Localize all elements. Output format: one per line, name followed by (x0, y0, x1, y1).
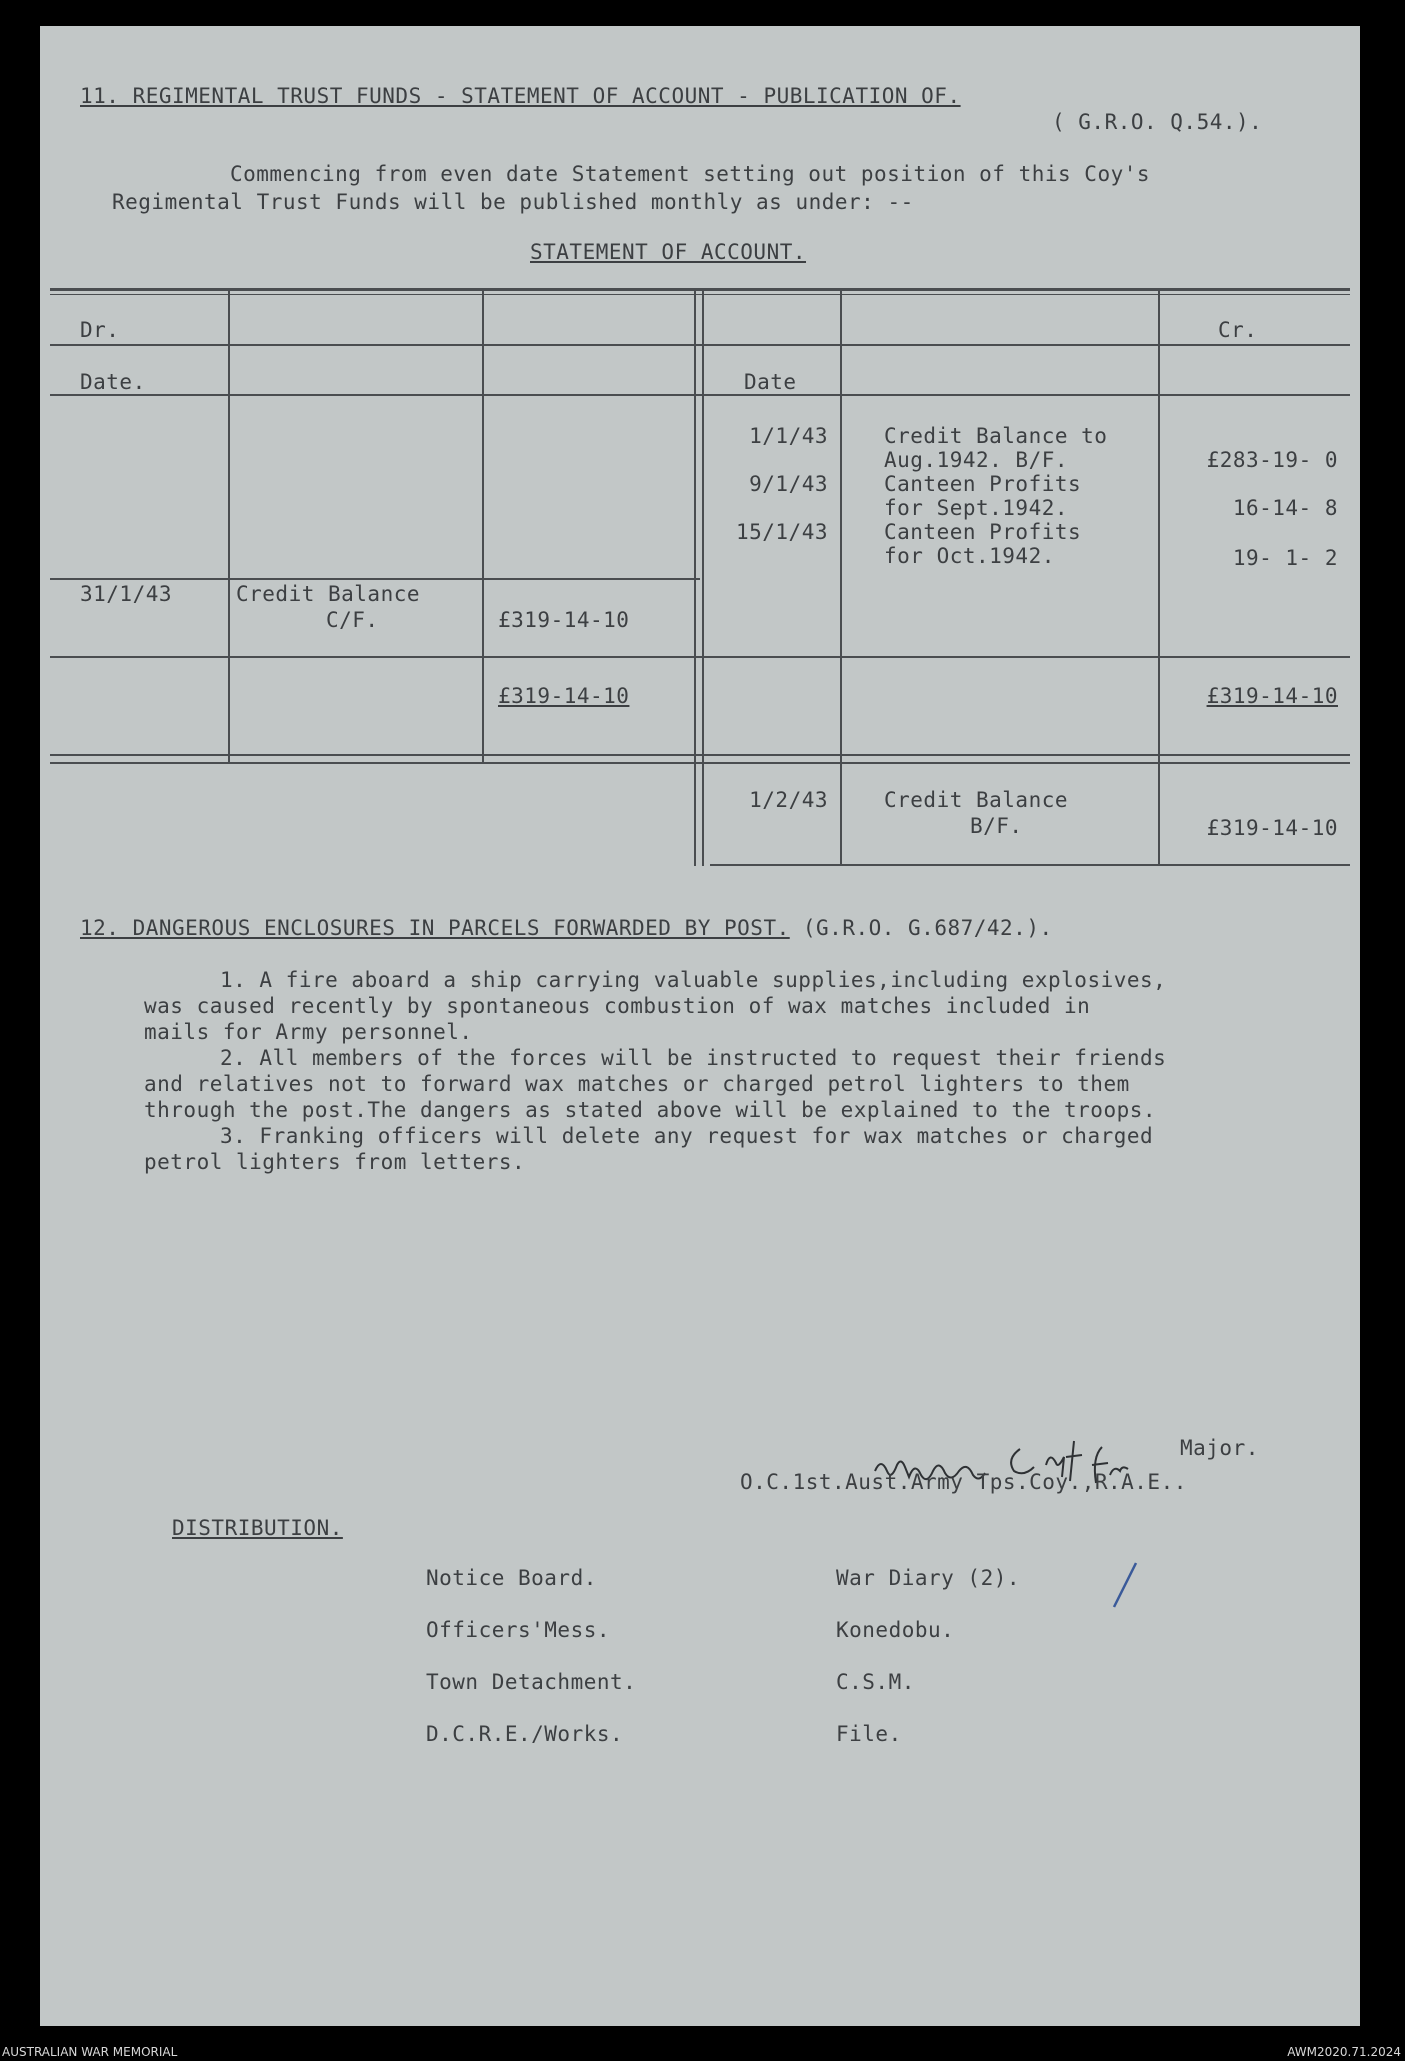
footer-left-text: AUSTRALIAN WAR MEMORIAL (2, 2045, 178, 2059)
distribution-right-4: File. (836, 1722, 902, 1746)
credit-row-3-amount: 19- 1- 2 (1232, 546, 1338, 570)
section-11-number (80, 84, 961, 108)
section-12-line-1: 1. A fire aboard a ship carrying valuable supplies,including explosives, (220, 968, 1167, 992)
distribution-right-3: C.S.M. (836, 1670, 915, 1694)
distribution-right-1: War Diary (2). (836, 1566, 1021, 1590)
bf-row-desc-1: Credit Balance (884, 788, 1069, 812)
credit-row-2-desc-2: for Sept.1942. (884, 496, 1069, 520)
distribution-left-2: Officers'Mess. (426, 1618, 611, 1642)
cr-label: Cr. (1218, 318, 1258, 342)
signature-title: O.C.1st.Aust.Army Tps.Coy.,R.A.E.. (740, 1470, 1187, 1494)
debit-row-date: 31/1/43 (80, 582, 173, 606)
col-line-2 (482, 288, 484, 762)
section-12-line-8: petrol lighters from letters. (144, 1150, 526, 1174)
distribution-heading: DISTRIBUTION. (172, 1516, 343, 1540)
section-12-line-4: 2. All members of the forces will be instructed to request their friends (220, 1046, 1167, 1070)
table-bottom-rule (710, 864, 1350, 866)
section-11-para-line-2: Regimental Trust Funds will be published monthly as under: -- (112, 190, 914, 214)
distribution-right-2: Konedobu. (836, 1618, 955, 1642)
col-line-1 (228, 288, 230, 762)
credit-row-1-desc-1: Credit Balance to (884, 424, 1108, 448)
section-12-heading: 12. DANGEROUS ENCLOSURES IN PARCELS FORWARDED BY POST. (80, 916, 790, 940)
table-total-rule-1 (50, 754, 1350, 756)
distribution-left-3: Town Detachment. (426, 1670, 637, 1694)
document-page (40, 26, 1360, 2026)
section-12-heading-line (80, 916, 1053, 940)
credit-row-2-desc-1: Canteen Profits (884, 472, 1082, 496)
section-12-line-7: 3. Franking officers will delete any request for wax matches or charged (220, 1124, 1154, 1148)
date-label-left: Date. (80, 370, 146, 394)
section-12-ref: (G.R.O. G.687/42.). (802, 916, 1053, 940)
table-title: STATEMENT OF ACCOUNT. (530, 240, 807, 264)
table-top-rule (50, 288, 1350, 291)
signature-rank: Major. (1180, 1436, 1259, 1460)
bf-row-amount: £319-14-10 (1206, 816, 1338, 840)
section-11-para-line-1: Commencing from even date Statement setting out position of this Coy's (230, 162, 1151, 186)
debit-row-desc-1: Credit Balance (236, 582, 421, 606)
credit-row-1-date: 1/1/43 (749, 424, 828, 448)
section-12-line-6: through the post.The dangers as stated above will be explained to the troops. (144, 1098, 1157, 1122)
table-header-rule-2 (50, 394, 1350, 396)
credit-row-1-amount: £283-19- 0 (1206, 448, 1338, 472)
dr-label: Dr. (80, 318, 120, 342)
credit-row-3-desc-1: Canteen Profits (884, 520, 1082, 544)
total-cr: £319-14-10 (1206, 684, 1338, 708)
section-11-heading: 11. REGIMENTAL TRUST FUNDS - STATEMENT OF ACCOUNT - PUBLICATION OF. (80, 84, 961, 108)
col-line-3 (694, 288, 696, 866)
section-12-line-5: and relatives not to forward wax matches or charged petrol lighters to them (144, 1072, 1130, 1096)
footer-right-text: AWM2020.71.2024 (1287, 2045, 1401, 2059)
col-line-4 (702, 288, 704, 866)
section-12-line-2: was caused recently by spontaneous combustion of wax matches included in (144, 994, 1091, 1018)
credit-row-3-desc-2: for Oct.1942. (884, 544, 1055, 568)
credit-row-2-amount: 16-14- 8 (1232, 496, 1338, 520)
credit-row-1-desc-2: Aug.1942. B/F. (884, 448, 1069, 472)
blue-tick-mark (1110, 1561, 1140, 1611)
bf-row-desc-2: B/F. (970, 814, 1023, 838)
col-line-5 (840, 288, 842, 866)
section-12-line-3: mails for Army personnel. (144, 1020, 473, 1044)
table-mid-rule (50, 656, 1350, 658)
table-total-rule-2 (50, 762, 1350, 764)
distribution-left-1: Notice Board. (426, 1566, 597, 1590)
table-top-rule-2 (50, 294, 1350, 295)
distribution-left-4: D.C.R.E./Works. (426, 1722, 624, 1746)
bf-row-date: 1/2/43 (749, 788, 828, 812)
table-debit-rule (50, 578, 700, 580)
table-header-rule-1 (50, 344, 1350, 346)
section-11-ref: ( G.R.O. Q.54.). (1052, 110, 1263, 134)
debit-row-amount: £319-14-10 (498, 608, 630, 632)
credit-row-2-date: 9/1/43 (749, 472, 828, 496)
debit-row-desc-2: C/F. (326, 608, 379, 632)
total-dr: £319-14-10 (498, 684, 630, 708)
col-line-6 (1158, 288, 1160, 866)
credit-row-3-date: 15/1/43 (735, 520, 828, 544)
date-label-right: Date (744, 370, 797, 394)
